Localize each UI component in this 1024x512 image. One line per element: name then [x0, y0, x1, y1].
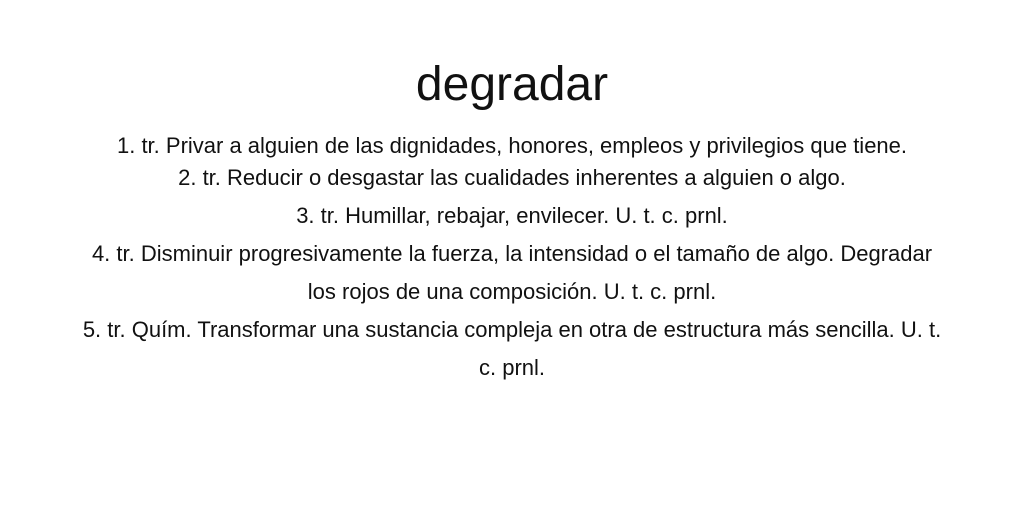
headword: degradar	[415, 58, 609, 111]
definition-list	[80, 127, 944, 387]
definition-4: 4. tr. Disminuir progresivamente la fuerza, la intensidad o el tamaño de algo. Degradar los rojos de una composición. U. t. c. prnl.	[91, 241, 933, 304]
definition-5: 5. tr. Quím. Transformar una sustancia compleja en otra de estructura más sencilla. U. t. c. prnl.	[82, 317, 942, 380]
definition-2: 2. tr. Reducir o desgastar las cualidades inherentes a alguien o algo.	[178, 165, 846, 190]
definition-1: 1. tr. Privar a alguien de las dignidades, honores, empleos y privilegios que tiene.	[116, 133, 908, 158]
definition-3: 3. tr. Humillar, rebajar, envilecer. U. t. c. prnl.	[296, 203, 728, 228]
